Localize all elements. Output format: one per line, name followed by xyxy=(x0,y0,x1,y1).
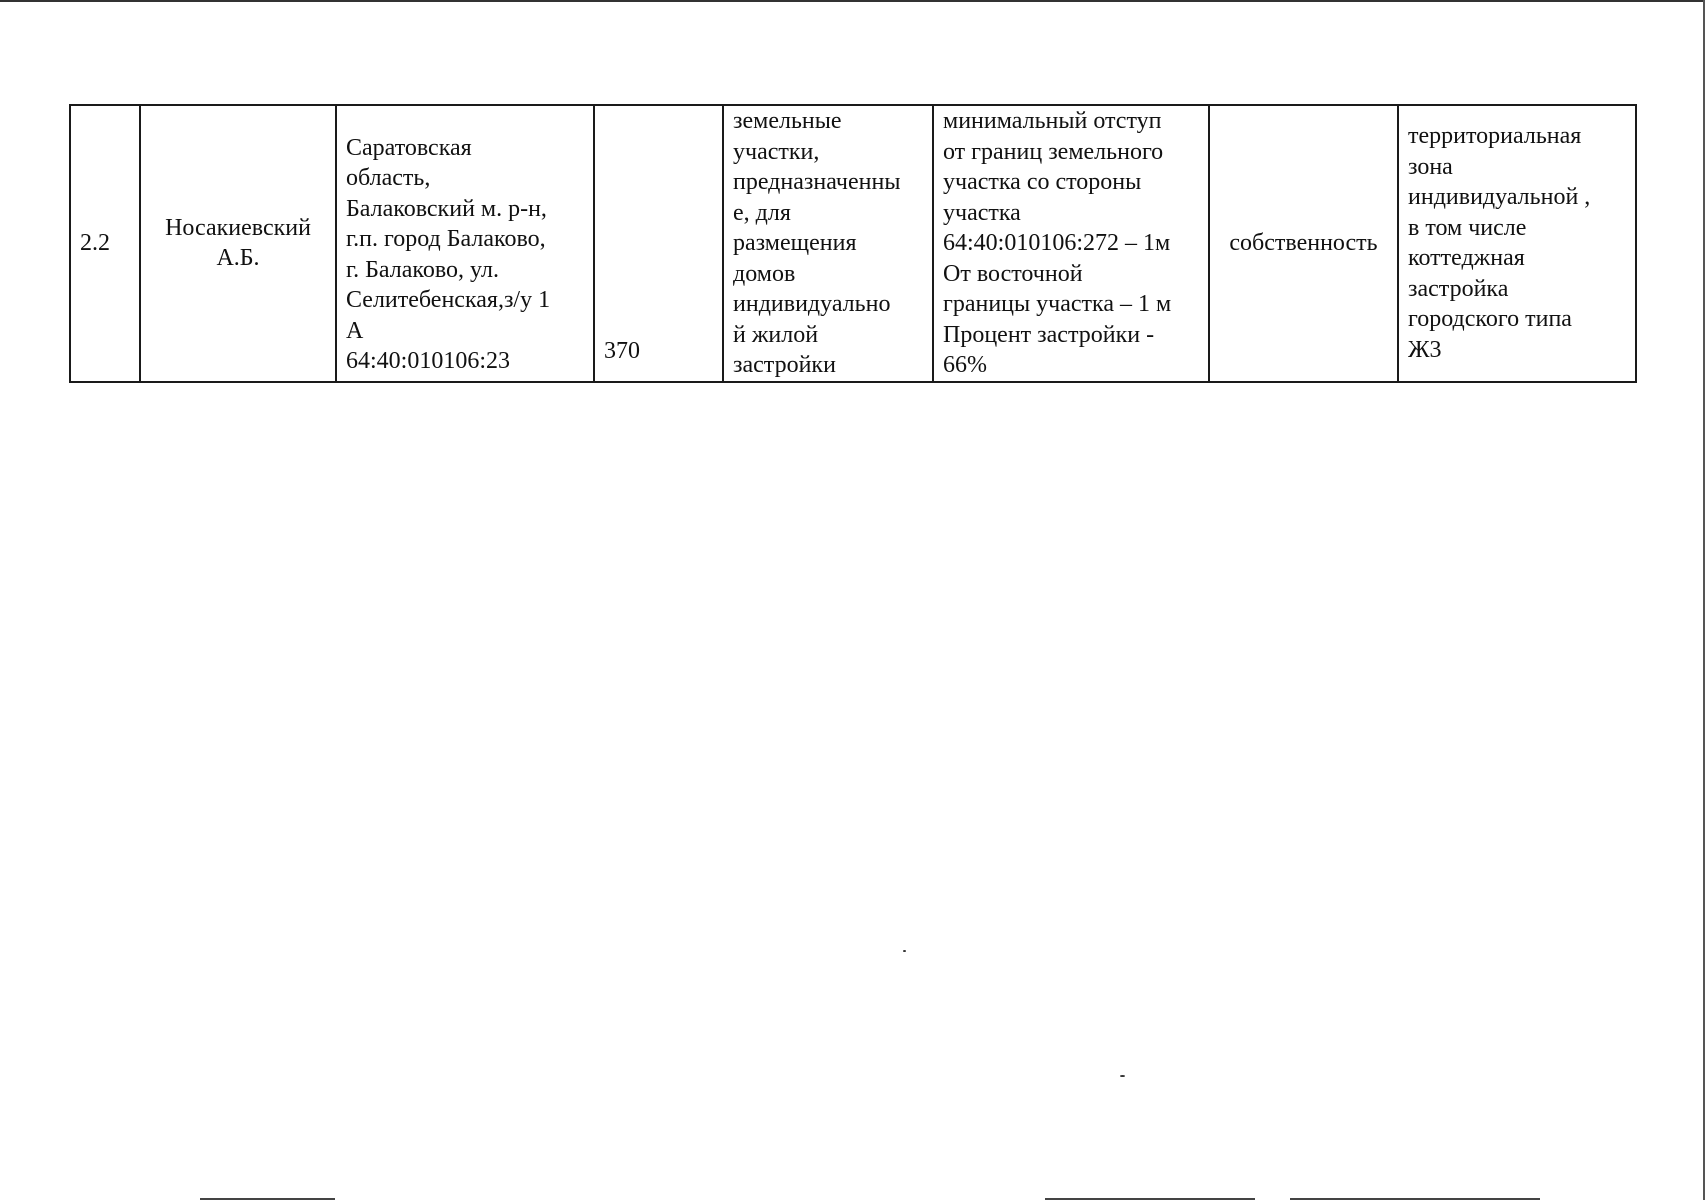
table-row xyxy=(70,105,1636,382)
land-plot-table xyxy=(69,104,1637,383)
scan-speck xyxy=(1120,1075,1125,1077)
scan-speck xyxy=(903,950,906,952)
area-cell: 370 xyxy=(594,105,723,382)
address-cell: Саратовская область, Балаковский м. р-н, г.п. город Балаково, г. Балаково, ул. Селитебенская,з/у 1 А 64:40:010106:23 xyxy=(336,105,594,382)
row-number-cell: 2.2 xyxy=(70,105,140,382)
parameters-cell: минимальный отступ от границ земельного участка со стороны участка 64:40:010106:272 – 1м От восточной границы участка – 1 м Процент застройки - 66% xyxy=(933,105,1209,382)
page-top-edge xyxy=(0,0,1705,2)
permitted-use-cell: земельные участки, предназначенны е, для размещения домов индивидуально й жилой застройки xyxy=(723,105,933,382)
territorial-zone-cell: территориальная зона индивидуальной , в том числе коттеджная застройка городского типа Ж3 xyxy=(1398,105,1636,382)
ownership-right-cell: собственность xyxy=(1209,105,1398,382)
owner-name-cell: Носакиевский А.Б. xyxy=(140,105,336,382)
